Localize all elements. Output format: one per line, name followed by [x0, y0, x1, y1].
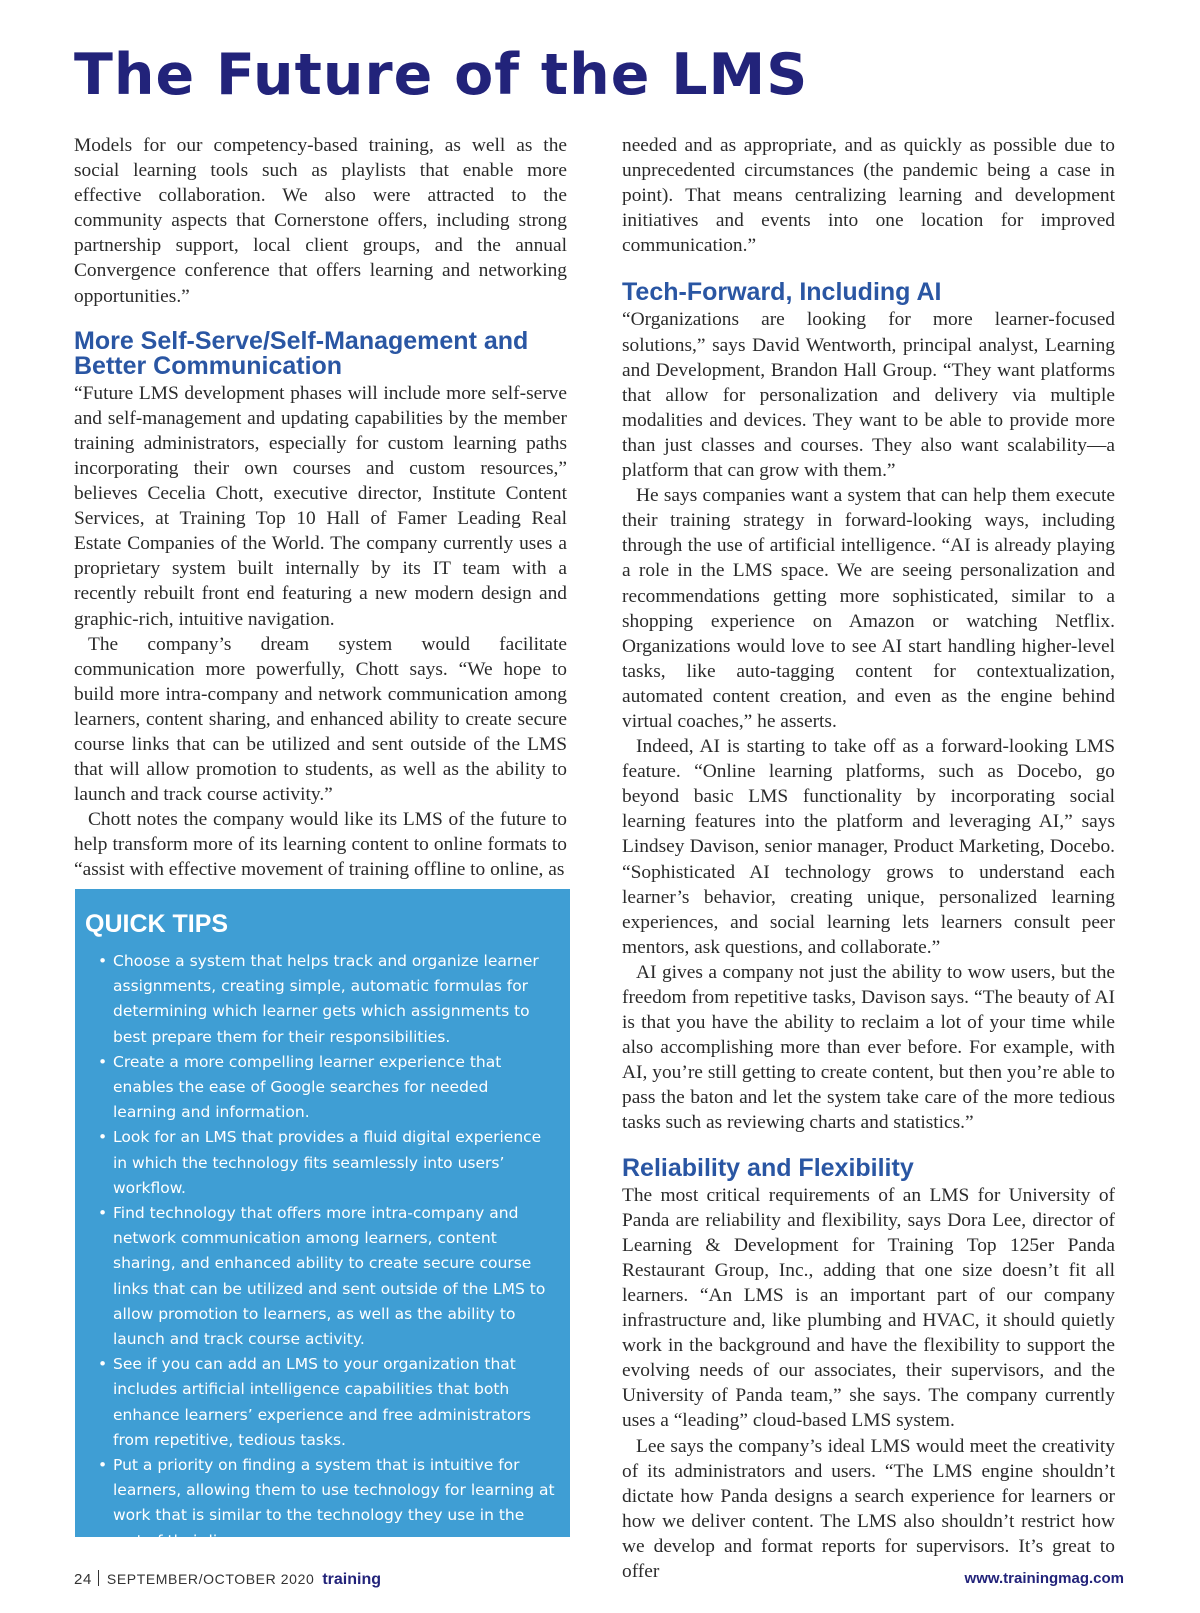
body-paragraph: The company’s dream system would facilitate communication more powerfully, Chott says. “We hope to build more intra-company and network communication among learners, content sharing, and enhanced ability to create secure course links that can be utilized and sent outside of the LMS that will allow promotion to students, as well as the ability to launch and track course activity.”	[74, 633, 567, 806]
bullet-icon: •	[98, 1355, 108, 1374]
quick-tips-heading: QUICK TIPS	[85, 910, 229, 938]
page-footer	[74, 1570, 1124, 1594]
quick-tip-text: Find technology that offers more intra-company and network communication among learners, content sharing, and enhanced ability to create secure course links that can be utilized and sent outside of the LMS to allow promotion to learners, as well as the ability to launch and track course activity.	[113, 1204, 546, 1349]
left-column	[74, 133, 567, 883]
footer-divider	[98, 1570, 99, 1586]
quick-tip-text: Look for an LMS that provides a fluid digital experience in which the technology fits seamlessly into users’ workflow.	[113, 1128, 542, 1197]
quick-tip-item	[85, 1125, 556, 1201]
body-paragraph: “Future LMS development phases will include more self-serve and self-management and updating capabilities by the member training administrators, especially for custom learning paths incorporating their own courses and custom resources,” believes Cecelia Chott, executive director, Institute Content Services, at Training Top 10 Hall of Famer Leading Real Estate Companies of the World. The company currently uses a proprietary system built internally by its IT team with a recently rebuilt front end featuring a new modern design and graphic-rich, intuitive navigation.	[74, 382, 567, 630]
issue-date: SEPTEMBER/OCTOBER 2020	[106, 1571, 315, 1587]
magazine-name: training	[322, 1571, 382, 1588]
quick-tip-item	[85, 1201, 556, 1352]
right-column	[622, 133, 1115, 1584]
right-intro-paragraph: needed and as appropriate, and as quickly as possible due to unprecedented circumstances (the pandemic being a case in point). That means centralizing learning and development initiatives and events into one location for improved communication.”	[622, 135, 1115, 257]
quick-tip-item	[85, 1453, 556, 1554]
quick-tip-text: Choose a system that helps track and organize learner assignments, creating simple, automatic formulas for determining which learner gets which assignments to best prepare them for their responsibilities.	[113, 952, 539, 1046]
body-paragraph: “Organizations are looking for more learner-focused solutions,” says David Wentworth, principal analyst, Learning and Development, Brandon Hall Group. “They want platforms that allow for personalization and delivery via multiple modalities and devices. They want to be able to provide more than just classes and courses. They also want scalability—a platform that can grow with them.”	[622, 309, 1115, 482]
bullet-icon: •	[98, 1052, 108, 1071]
quick-tip-text: Create a more compelling learner experience that enables the ease of Google searches for needed learning and information.	[113, 1052, 502, 1122]
body-paragraph: Chott notes the company would like its LMS of the future to help transform more of its learning content to online formats to “assist with effective movement of training offline to online, as	[74, 809, 567, 881]
bullet-icon: •	[98, 1456, 108, 1475]
body-paragraph: AI gives a company not just the ability to wow users, but the freedom from repetitive tasks, Davison says. “The beauty of AI is that you have the ability to reclaim a lot of your time while also accomplishing more than ever before. For example, with AI, you’re still getting to create content, but then you’re able to pass the baton and let the system take care of the more tedious tasks such as reviewing charts and statistics.”	[622, 961, 1115, 1134]
section-heading-self-serve: More Self-Serve/Self-Management and Better Communication	[74, 326, 529, 380]
left-intro-paragraph: Models for our competency-based training, as well as the social learning tools such as playlists that enable more effective collaboration. We also were attracted to the community aspects that Cornerstone offers, including strong partnership support, local client groups, and the annual Convergence conference that offers learning and networking opportunities.”	[74, 135, 567, 307]
body-paragraph: Lee says the company’s ideal LMS would meet the creativity of its administrators and users. “The LMS engine shouldn’t dictate how Panda designs a search experience for learners or how we deliver content. The LMS also shouldn’t restrict how we develop and format reports for supervisors. It’s great to offer	[622, 1435, 1115, 1582]
body-paragraph: Indeed, AI is starting to take off as a forward-looking LMS feature. “Online learning platforms, such as Docebo, go beyond basic LMS functionality by incorporating social learning features into the platform and leveraging AI,” says Lindsey Davison, senior manager, Product Marketing, Docebo. “Sophisticated AI technology grows to understand each learner’s behavior, creating unique, personalized learning experiences, and social learning lets learners consult peer mentors, ask questions, and collaborate.”	[622, 736, 1115, 958]
quick-tips-box	[75, 889, 570, 1550]
footer-left	[74, 1570, 381, 1589]
section-heading-reliability: Reliability and Flexibility	[622, 1153, 914, 1182]
quick-tip-text: Put a priority on finding a system that is intuitive for learners, allowing them to use technology for learning at work that is similar to the technology they use in the rest of their lives.	[113, 1456, 555, 1550]
section-heading-tech-forward: Tech-Forward, Including AI	[622, 278, 942, 307]
body-paragraph: He says companies want a system that can help them execute their training strategy in forward-looking ways, including through the use of artificial intelligence. “AI is already playing a role in the LMS space. We are seeing personalization and recommendations getting more sophisticated, similar to a shopping experience on Amazon or watching Netflix. Organizations would love to see AI start handling higher-level tasks, like auto-tagging content for contextualization, automated content creation, and even as the engine behind virtual coaches,” he asserts.	[622, 485, 1115, 732]
bullet-icon: •	[98, 1204, 108, 1223]
quick-tip-item	[85, 949, 556, 1050]
website-url: www.trainingmag.com	[964, 1570, 1124, 1587]
page-number: 24	[74, 1571, 92, 1588]
quick-tip-text: See if you can add an LMS to your organization that includes artificial intelligence capabilities that both enhance learners’ experience and free administrators from repetitive, tedious tasks.	[113, 1355, 531, 1449]
bullet-icon: •	[98, 952, 108, 970]
quick-tips-list	[85, 949, 556, 1554]
quick-tip-item	[85, 1050, 556, 1126]
page-title: The Future of the LMS	[74, 42, 809, 108]
quick-tip-item	[85, 1352, 556, 1453]
bullet-icon: •	[98, 1128, 108, 1147]
body-paragraph: The most critical requirements of an LMS for University of Panda are reliability and flexibility, says Dora Lee, director of Learning & Development for Training Top 125er Panda Restaurant Group, Inc., adding that one size doesn’t fit all learners. “An LMS is an important part of our company infrastructure and, like plumbing and HVAC, it should quietly work in the background and have the flexibility to support the evolving needs of our associates, their supervisors, and the University of Panda team,” she says. The company currently uses a “leading” cloud-based LMS system.	[622, 1184, 1115, 1432]
